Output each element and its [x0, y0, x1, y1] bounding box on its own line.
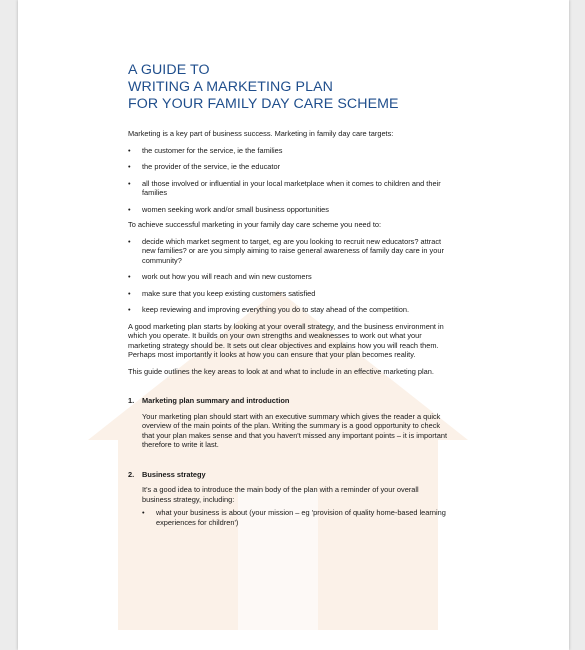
- list-item: • decide which market segment to target, eg are you looking to recruit new educators? attract new families? or are you simply aiming to raise general awareness of family day care in your community?: [128, 237, 448, 266]
- document-content: [128, 62, 448, 527]
- list-item: • make sure that you keep existing customers satisfied: [128, 289, 448, 299]
- list-item: • what your business is about (your mission – eg 'provision of quality home-based learning experiences for children'): [142, 508, 448, 527]
- list-item: • the customer for the service, ie the families: [128, 146, 448, 156]
- section-body: Your marketing plan should start with an executive summary which gives the reader a quick overview of the main points of the plan. Writing the summary is a good opportunity to check that your plan makes sense and that you haven't missed any important points – it is important therefore to write it last.: [142, 411, 448, 449]
- list-item: • work out how you will reach and win new customers: [128, 272, 448, 282]
- list-item: • keep reviewing and improving everything you do to stay ahead of the competition.: [128, 305, 448, 315]
- section-number: 1.: [128, 396, 135, 405]
- title-line: FOR YOUR FAMILY DAY CARE SCHEME: [128, 96, 399, 112]
- document-page: [18, 0, 569, 650]
- list-item: • all those involved or influential in your local marketplace when it comes to children and their families: [128, 179, 448, 198]
- document-title: [128, 62, 448, 113]
- section-number: 2.: [128, 469, 135, 479]
- section-summary: [128, 396, 448, 450]
- section-heading: Business strategy: [142, 469, 206, 479]
- title-line: A GUIDE TO: [128, 62, 210, 78]
- achieve-paragraph: To achieve successful marketing in your family day care scheme you need to:: [128, 220, 382, 229]
- title-line: WRITING A MARKETING PLAN: [128, 79, 333, 95]
- good-plan-paragraph: A good marketing plan starts by looking at your overall strategy, and the business environment in which you operate. It builds on your own strengths and weaknesses to work out what your marketing strategy should be. It sets out clear objectives and explains how you will reach them. Perhaps most importantly it looks at how you can ensure that your plan becomes reality.: [128, 321, 444, 359]
- intro-paragraph: Marketing is a key part of business success. Marketing in family day care targets:: [128, 129, 394, 138]
- strategy-list: [142, 508, 448, 527]
- guide-outline-paragraph: This guide outlines the key areas to look at and what to include in an effective marketing plan.: [128, 366, 434, 376]
- section-business-strategy: [128, 470, 448, 528]
- section-body: It's a good idea to introduce the main body of the plan with a reminder of your overall business strategy, including:: [142, 485, 419, 504]
- targets-list: [128, 146, 448, 215]
- section-heading: Marketing plan summary and introduction: [142, 396, 290, 405]
- list-item: • women seeking work and/or small business opportunities: [128, 205, 448, 215]
- list-item: • the provider of the service, ie the educator: [128, 162, 448, 172]
- needs-list: [128, 237, 448, 315]
